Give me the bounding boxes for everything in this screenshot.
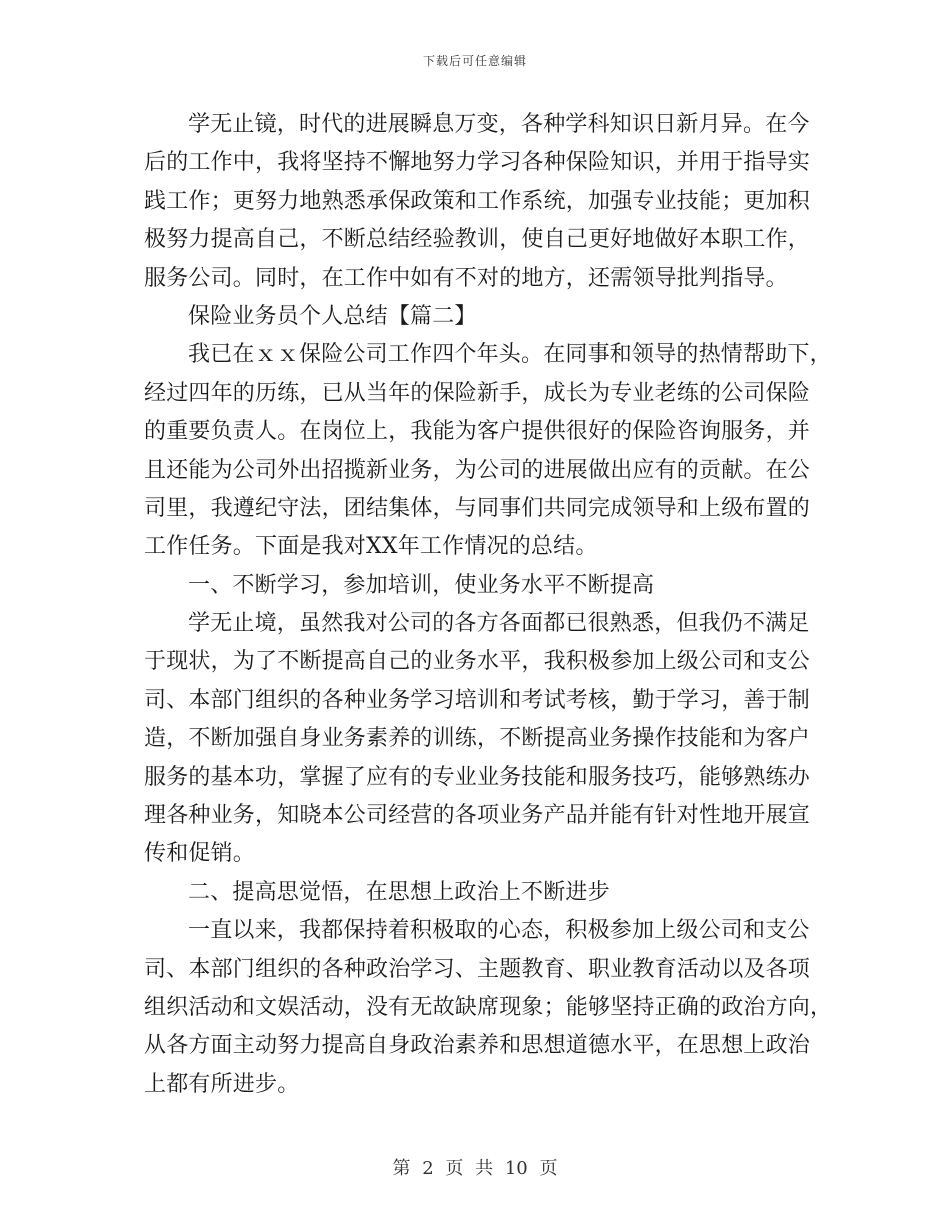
text-line: 我已在ｘｘ保险公司工作四个年头。在同事和领导的热情帮助下， <box>188 342 832 368</box>
text-line: 极努力提高自己，不断总结经验教训，使自己更好地做好本职工作， <box>144 227 811 253</box>
text-line: 从各方面主动努力提高自身政治素养和思想道德水平，在思想上政治 <box>144 1033 811 1059</box>
text-line: 且还能为公司外出招揽新业务，为公司的进展做出应有的贡献。在公 <box>144 457 811 483</box>
text-line: 一直以来，我都保持着积极取的心态，积极参加上级公司和支公 <box>188 918 810 944</box>
page-footer: 第 2 页 共 10 页 <box>392 1158 558 1179</box>
text-line: 司、本部门组织的各种政治学习、主题教育、职业教育活动以及各项 <box>144 956 811 982</box>
text-line: 践工作；更努力地熟悉承保政策和工作系统，加强专业技能；更加积 <box>144 188 811 214</box>
section-heading: 一、不断学习，参加培训，使业务水平不断提高 <box>188 572 655 598</box>
text-line: 组织活动和文娱活动，没有无故缺席现象；能够坚持正确的政治方向， <box>144 994 833 1020</box>
text-line: 学无止镜，时代的进展瞬息万变，各种学科知识日新月异。在今 <box>188 112 810 137</box>
text-line: 司里，我遵纪守法，团结集体，与同事们共同完成领导和上级布置的 <box>144 495 811 521</box>
section-heading: 二、提高思觉悟，在思想上政治上不断进步 <box>188 879 610 905</box>
text-line: 学无止境，虽然我对公司的各方各面都已很熟悉，但我仍不满足 <box>188 611 810 637</box>
document-body <box>144 106 833 1104</box>
page-header: 下载后可任意编辑 <box>422 54 527 68</box>
section-title: 保险业务员个人总结【篇二】 <box>188 303 477 329</box>
text-line: 工作任务。下面是我对XX年工作情况的总结。 <box>144 534 598 560</box>
text-line: 服务公司。同时，在工作中如有不对的地方，还需领导批判指导。 <box>144 265 788 291</box>
text-line: 理各种业务，知晓本公司经营的各项业务产品并能有针对性地开展宣 <box>144 803 811 829</box>
text-line: 的重要负责人。在岗位上，我能为客户提供很好的保险咨询服务，并 <box>144 419 811 445</box>
text-line: 后的工作中，我将坚持不懈地努力学习各种保险知识，并用于指导实 <box>144 150 811 176</box>
text-line: 司、本部门组织的各种业务学习培训和考试考核，勤于学习，善于制 <box>144 687 811 713</box>
text-line: 传和促销。 <box>144 841 256 867</box>
text-line: 造，不断加强自身业务素养的训练，不断提高业务操作技能和为客户 <box>144 726 811 752</box>
text-line: 于现状，为了不断提高自己的业务水平，我积极参加上级公司和支公 <box>144 649 811 675</box>
text-line: 服务的基本功，掌握了应有的专业业务技能和服务技巧，能够熟练办 <box>144 764 811 790</box>
text-line: 上都有所进步。 <box>144 1071 300 1097</box>
text-line: 经过四年的历练，已从当年的保险新手，成长为专业老练的公司保险 <box>144 380 811 406</box>
